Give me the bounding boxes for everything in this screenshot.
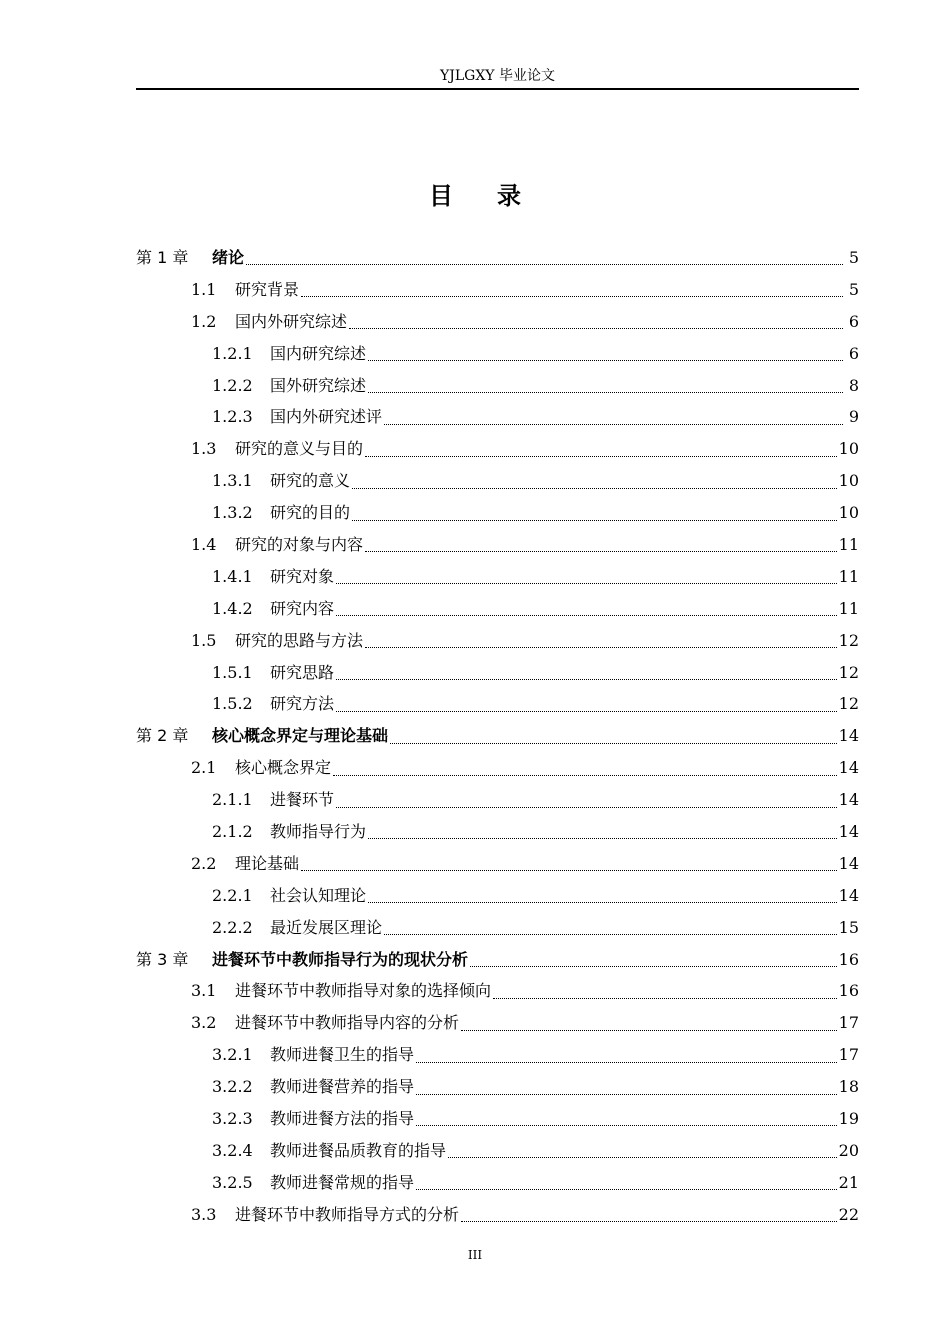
toc-dot-leader (301, 870, 837, 871)
toc-entry-page: 16 (838, 981, 859, 1001)
toc-entry-level3[interactable] (136, 401, 859, 433)
toc-entry-number: 3.2.2 (212, 1077, 253, 1097)
toc-entry-level1[interactable] (136, 944, 859, 976)
toc-entry-level2[interactable] (136, 529, 859, 561)
toc-dot-leader (368, 838, 837, 839)
toc-dot-leader (368, 392, 843, 393)
toc-entry-page: 11 (838, 566, 859, 586)
toc-entry-level1[interactable] (136, 242, 859, 274)
toc-entry-page: 21 (838, 1172, 859, 1192)
toc-dot-leader (336, 615, 837, 616)
toc-entry-label: 理论基础 (235, 853, 300, 873)
toc-entry-label: 进餐环节中教师指导行为的现状分析 (212, 949, 469, 969)
toc-entry-page: 6 (848, 343, 859, 363)
toc-entry-level2[interactable] (136, 848, 859, 880)
toc-entry-level3[interactable] (136, 593, 859, 625)
toc-entry-label: 核心概念界定与理论基础 (212, 726, 389, 746)
toc-entry-level3[interactable] (136, 912, 859, 944)
toc-entry-level3[interactable] (136, 465, 859, 497)
toc-entry-number: 3.2.1 (212, 1045, 253, 1065)
toc-entry-label: 教师进餐卫生的指导 (270, 1045, 415, 1065)
toc-dot-leader (368, 360, 843, 361)
toc-dot-leader (365, 551, 837, 552)
toc-entry-page: 22 (838, 1204, 859, 1224)
toc-entry-level3[interactable] (136, 338, 859, 370)
toc-entry-number: 3.2 (191, 1013, 217, 1033)
toc-entry-label: 研究对象 (270, 566, 335, 586)
toc-entry-page: 17 (838, 1045, 859, 1065)
toc-entry-level3[interactable] (136, 1071, 859, 1103)
toc-dot-leader (333, 775, 837, 776)
toc-entry-label: 研究的对象与内容 (235, 535, 364, 555)
toc-entry-label: 进餐环节中教师指导对象的选择倾向 (235, 981, 492, 1001)
toc-entry-level2[interactable] (136, 306, 859, 338)
toc-entry-label: 研究方法 (270, 694, 335, 714)
toc-entry-level3[interactable] (136, 688, 859, 720)
toc-entry-label: 国内外研究述评 (270, 407, 383, 427)
toc-entry-number: 3.2.5 (212, 1172, 253, 1192)
toc-entry-number: 1.3.2 (212, 503, 253, 523)
toc-entry-number: 2.2.2 (212, 917, 253, 937)
toc-entry-number: 3.3 (191, 1204, 217, 1224)
toc-entry-label: 研究的思路与方法 (235, 630, 364, 650)
toc-entry-level3[interactable] (136, 816, 859, 848)
toc-entry-label: 研究的目的 (270, 503, 351, 523)
toc-dot-leader (368, 902, 837, 903)
toc-entry-page: 8 (848, 375, 859, 395)
toc-entry-level3[interactable] (136, 1167, 859, 1199)
toc-entry-number: 1.2.2 (212, 375, 253, 395)
toc-entry-number: 第 2 章 (136, 726, 189, 746)
toc-entry-label: 教师进餐品质教育的指导 (270, 1140, 447, 1160)
toc-entry-label: 研究思路 (270, 662, 335, 682)
toc-dot-leader (384, 424, 843, 425)
toc-dot-leader (336, 711, 837, 712)
toc-entry-number: 1.3 (191, 439, 217, 459)
toc-entry-number: 1.3.1 (212, 471, 253, 491)
table-of-contents (136, 242, 859, 1231)
toc-entry-page: 12 (838, 662, 859, 682)
toc-entry-label: 教师进餐常规的指导 (270, 1172, 415, 1192)
toc-entry-number: 1.2 (191, 311, 217, 331)
toc-dot-leader (246, 264, 843, 265)
toc-dot-leader (461, 1221, 837, 1222)
toc-entry-number: 1.4.1 (212, 566, 253, 586)
page-title: 目录 (429, 182, 565, 210)
toc-entry-number: 1.4 (191, 535, 217, 555)
toc-entry-number: 1.2.3 (212, 407, 253, 427)
toc-entry-page: 17 (838, 1013, 859, 1033)
toc-entry-number: 3.2.4 (212, 1140, 253, 1160)
toc-entry-page: 10 (838, 503, 859, 523)
toc-entry-label: 研究背景 (235, 279, 300, 299)
toc-entry-page: 14 (838, 790, 859, 810)
toc-entry-label: 教师进餐营养的指导 (270, 1077, 415, 1097)
toc-entry-level3[interactable] (136, 784, 859, 816)
toc-dot-leader (416, 1189, 837, 1190)
toc-entry-number: 2.1 (191, 758, 217, 778)
toc-dot-leader (461, 1030, 837, 1031)
toc-dot-leader (416, 1062, 837, 1063)
toc-dot-leader (390, 743, 837, 744)
toc-entry-page: 10 (838, 439, 859, 459)
toc-entry-level3[interactable] (136, 1135, 859, 1167)
toc-dot-leader (470, 966, 837, 967)
toc-entry-level2[interactable] (136, 752, 859, 784)
toc-dot-leader (448, 1157, 837, 1158)
toc-entry-page: 5 (848, 279, 859, 299)
running-header: YJLGXY 毕业论文 (440, 68, 555, 84)
toc-entry-page: 9 (848, 407, 859, 427)
toc-entry-page: 14 (838, 726, 859, 746)
toc-entry-number: 2.2 (191, 853, 217, 873)
toc-entry-number: 第 1 章 (136, 248, 189, 267)
toc-entry-label: 国外研究综述 (270, 375, 367, 395)
toc-entry-label: 研究内容 (270, 598, 335, 618)
toc-dot-leader (416, 1125, 837, 1126)
toc-dot-leader (349, 328, 843, 329)
toc-entry-page: 14 (838, 758, 859, 778)
toc-entry-level3[interactable] (136, 1103, 859, 1135)
toc-dot-leader (493, 998, 837, 999)
toc-entry-level1[interactable] (136, 720, 859, 752)
toc-entry-page: 11 (838, 598, 859, 618)
toc-entry-page: 16 (838, 949, 859, 969)
toc-entry-level3[interactable] (136, 561, 859, 593)
toc-entry-label: 国内外研究综述 (235, 311, 348, 331)
toc-entry-page: 15 (838, 917, 859, 937)
toc-entry-label: 进餐环节中教师指导内容的分析 (235, 1013, 460, 1033)
toc-dot-leader (301, 296, 843, 297)
toc-entry-number: 1.5.1 (212, 662, 253, 682)
toc-entry-page: 6 (848, 311, 859, 331)
header-rule (136, 88, 859, 90)
toc-entry-number: 3.2.3 (212, 1109, 253, 1129)
toc-dot-leader (336, 807, 837, 808)
toc-entry-number: 2.1.1 (212, 790, 253, 810)
toc-entry-number: 1.1 (191, 279, 217, 299)
toc-entry-label: 最近发展区理论 (270, 917, 383, 937)
toc-entry-page: 12 (838, 694, 859, 714)
toc-entry-level2[interactable] (136, 433, 859, 465)
toc-entry-level3[interactable] (136, 497, 859, 529)
toc-entry-number: 2.1.2 (212, 822, 253, 842)
toc-entry-level3[interactable] (136, 880, 859, 912)
toc-entry-page: 10 (838, 471, 859, 491)
toc-entry-number: 3.1 (191, 981, 217, 1001)
toc-entry-number: 1.5.2 (212, 694, 253, 714)
toc-dot-leader (365, 456, 837, 457)
toc-entry-label: 教师指导行为 (270, 822, 367, 842)
toc-entry-number: 2.2.1 (212, 885, 253, 905)
toc-entry-page: 14 (838, 853, 859, 873)
toc-entry-level2[interactable] (136, 1007, 859, 1039)
toc-entry-number: 1.2.1 (212, 343, 253, 363)
toc-entry-page: 14 (838, 822, 859, 842)
toc-entry-label: 进餐环节中教师指导方式的分析 (235, 1204, 460, 1224)
toc-entry-level2[interactable] (136, 1199, 859, 1231)
toc-entry-page: 5 (848, 248, 859, 267)
toc-entry-page: 18 (838, 1077, 859, 1097)
toc-entry-page: 19 (838, 1109, 859, 1129)
toc-dot-leader (365, 647, 837, 648)
toc-entry-page: 20 (838, 1140, 859, 1160)
toc-entry-label: 进餐环节 (270, 790, 335, 810)
toc-entry-number: 1.5 (191, 630, 217, 650)
toc-entry-number: 1.4.2 (212, 598, 253, 618)
toc-entry-page: 11 (838, 535, 859, 555)
toc-entry-label: 教师进餐方法的指导 (270, 1109, 415, 1129)
toc-dot-leader (336, 583, 837, 584)
toc-entry-label: 研究的意义 (270, 471, 351, 491)
toc-entry-label: 核心概念界定 (235, 758, 332, 778)
toc-entry-level3[interactable] (136, 1039, 859, 1071)
toc-entry-label: 国内研究综述 (270, 343, 367, 363)
toc-entry-page: 14 (838, 885, 859, 905)
toc-entry-label: 研究的意义与目的 (235, 439, 364, 459)
toc-entry-level2[interactable] (136, 625, 859, 657)
toc-entry-level3[interactable] (136, 657, 859, 689)
toc-dot-leader (416, 1094, 837, 1095)
toc-entry-label: 社会认知理论 (270, 885, 367, 905)
toc-entry-level2[interactable] (136, 975, 859, 1007)
toc-entry-label: 绪论 (212, 248, 245, 267)
toc-dot-leader (352, 520, 837, 521)
toc-dot-leader (352, 488, 837, 489)
toc-dot-leader (336, 679, 837, 680)
toc-entry-page: 12 (838, 630, 859, 650)
toc-entry-number: 第 3 章 (136, 949, 189, 969)
toc-entry-level3[interactable] (136, 370, 859, 402)
page-number: III (467, 1248, 483, 1262)
toc-dot-leader (384, 934, 837, 935)
toc-entry-level2[interactable] (136, 274, 859, 306)
